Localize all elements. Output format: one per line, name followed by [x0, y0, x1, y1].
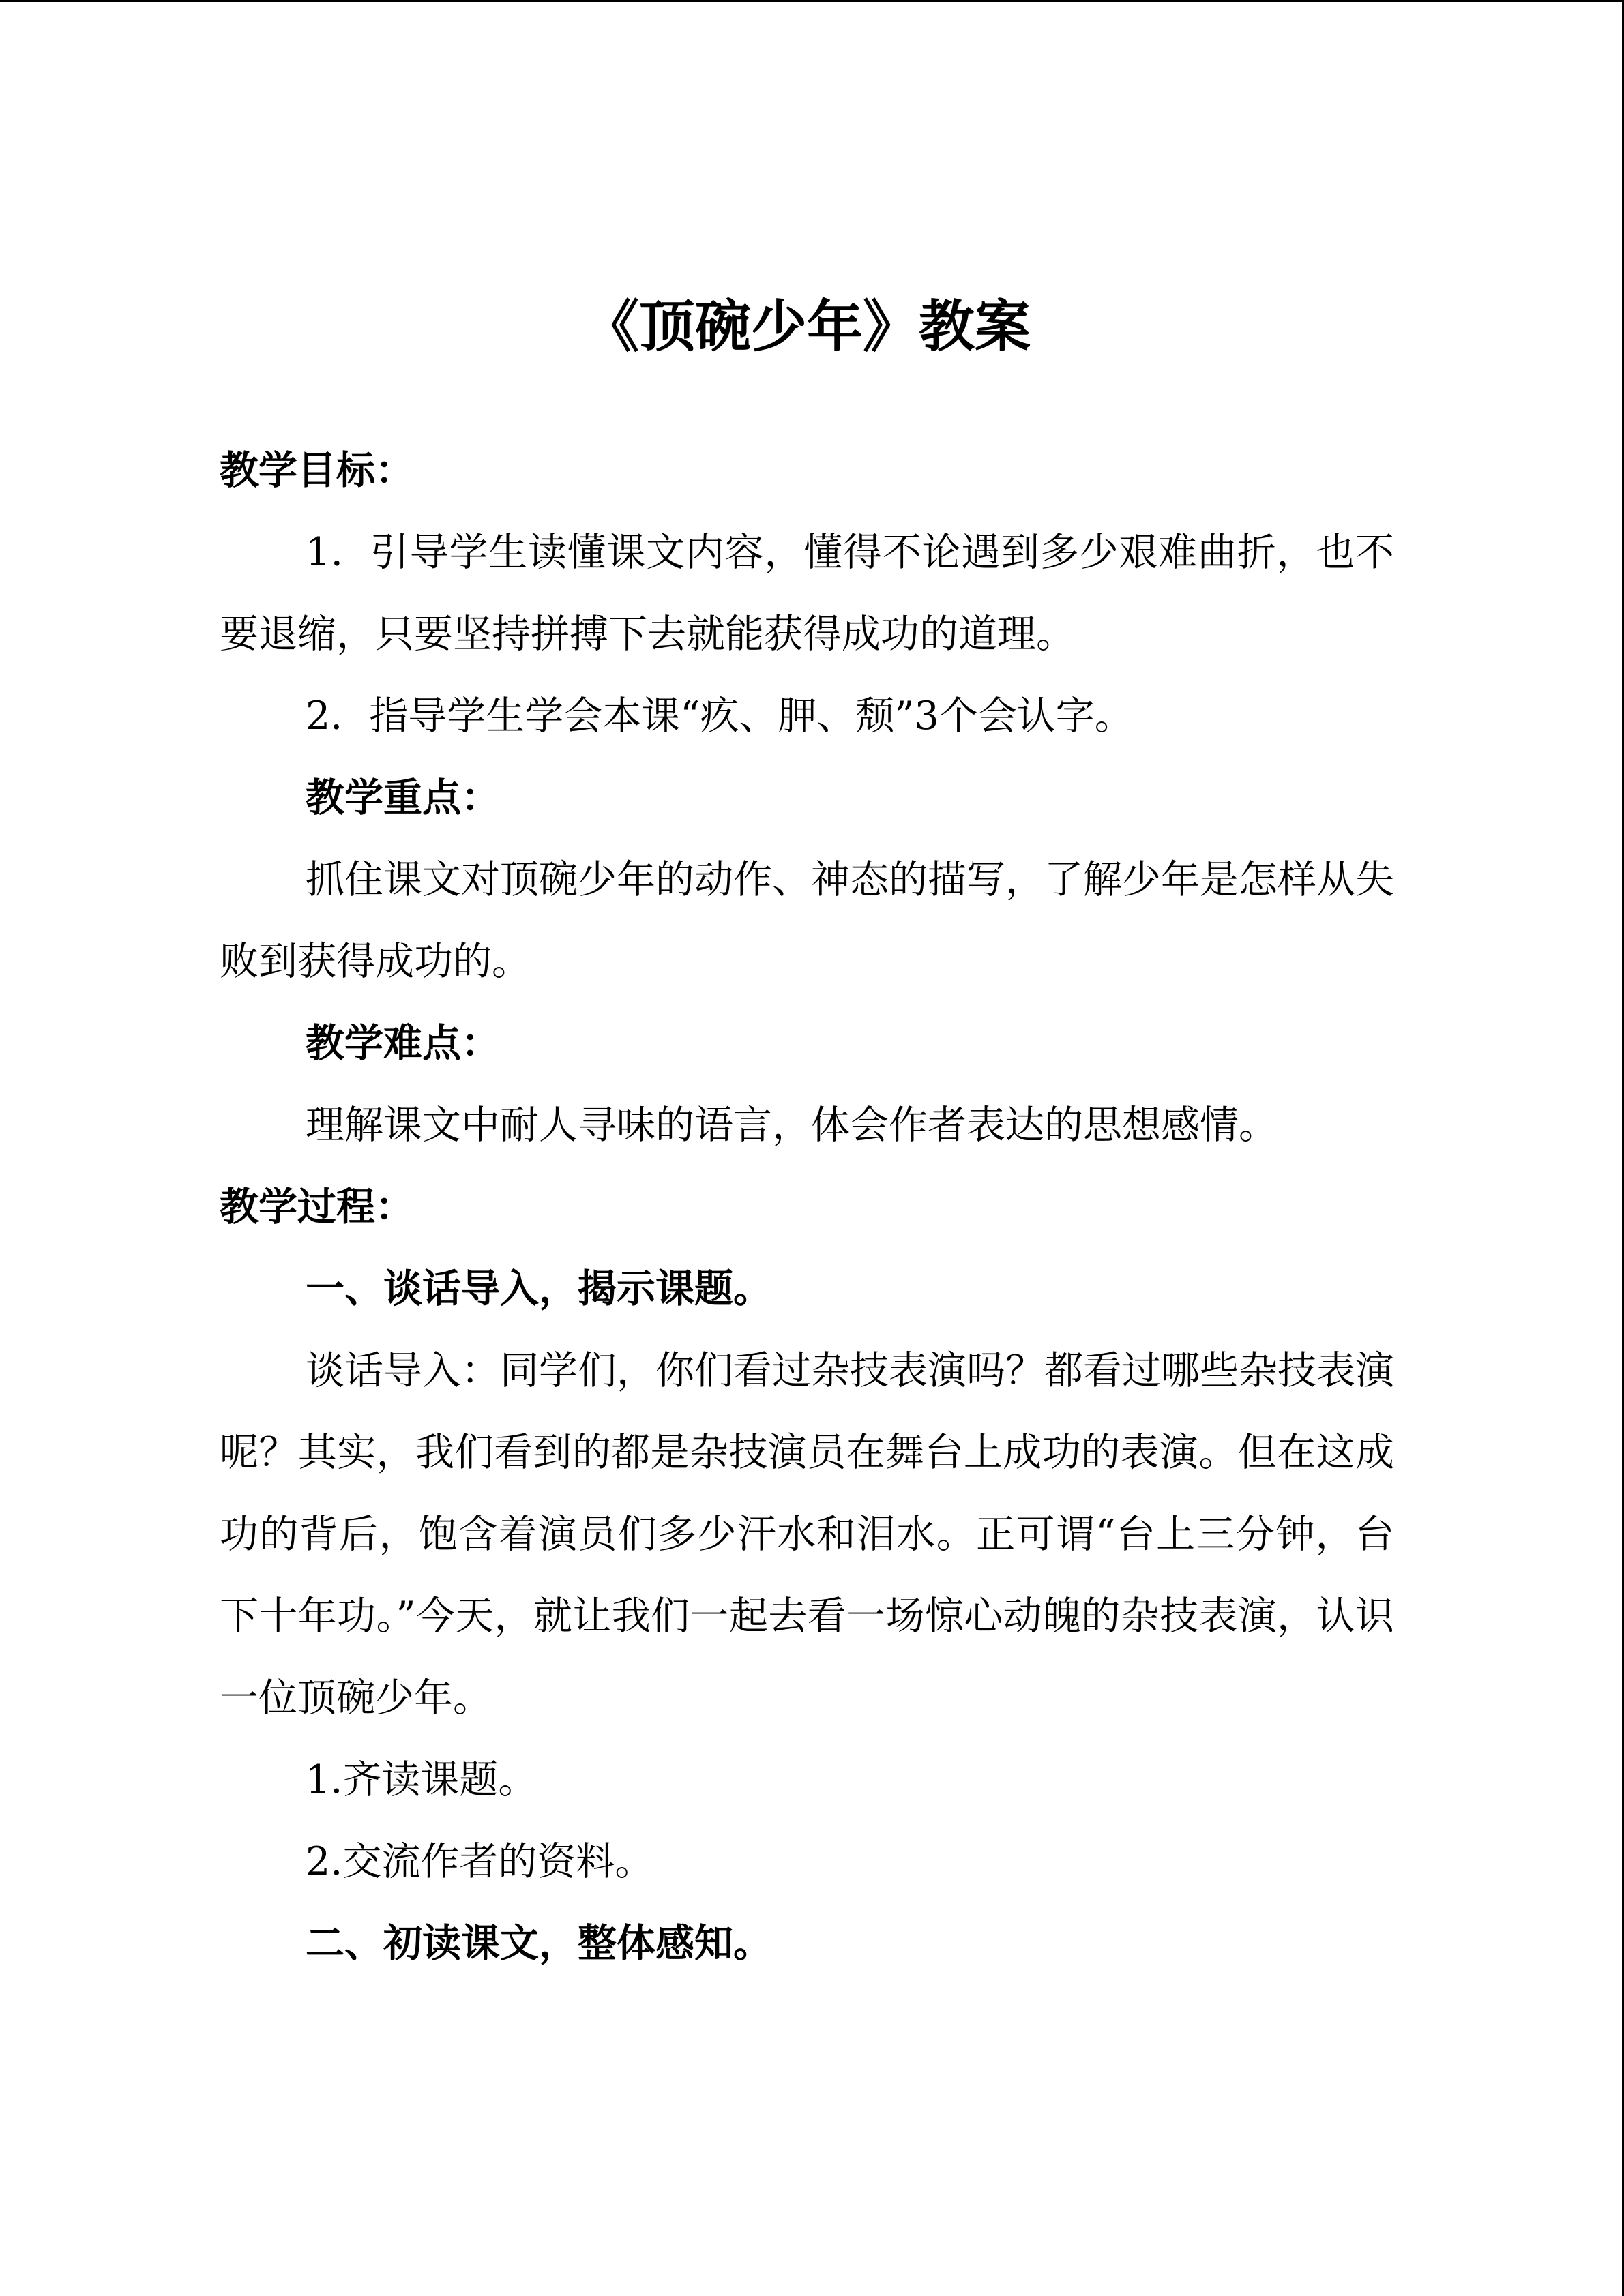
objective-item-1: 1．引导学生读懂课文内容，懂得不论遇到多少艰难曲折，也不要退缩，只要坚持拼搏下去就能获得成功的道理。 [220, 530, 1394, 657]
difficulties-text: 理解课文中耐人寻味的语言，体会作者表达的思想感情。 [306, 1103, 1278, 1148]
key-points-text: 抓住课文对顶碗少年的动作、神态的描写，了解少年是怎样从失败到获得成功的。 [220, 857, 1394, 984]
process-heading: 教学过程： [220, 1184, 414, 1229]
page-border-top [0, 0, 1624, 2]
section-1-heading: 一、谈话导入，揭示课题。 [306, 1266, 772, 1311]
objectives-heading: 教学目标： [220, 448, 414, 493]
section-2-heading: 二、初读课文，整体感知。 [306, 1921, 772, 1966]
section-1-step-2: 2.交流作者的资料。 [306, 1839, 654, 1884]
key-points-heading: 教学重点： [306, 775, 500, 820]
section-1-step-1: 1.齐读课题。 [306, 1757, 537, 1802]
document-title: 《顶碗少年》教案 [582, 295, 1031, 359]
section-1-text: 谈话导入：同学们，你们看过杂技表演吗？都看过哪些杂技表演呢？其实，我们看到的都是杂技演员在舞台上成功的表演。但在这成功的背后，饱含着演员们多少汗水和泪水。正可谓“台上三分钟，台下十年功。”今天，就让我们一起去看一场惊心动魄的杂技表演，认识一位顶碗少年。 [220, 1348, 1394, 1720]
difficulties-heading: 教学难点： [306, 1021, 500, 1066]
objective-item-2: 2．指导学生学会本课“疚、胛、颓”3个会认字。 [306, 694, 1134, 739]
document-body [220, 286, 1394, 1984]
